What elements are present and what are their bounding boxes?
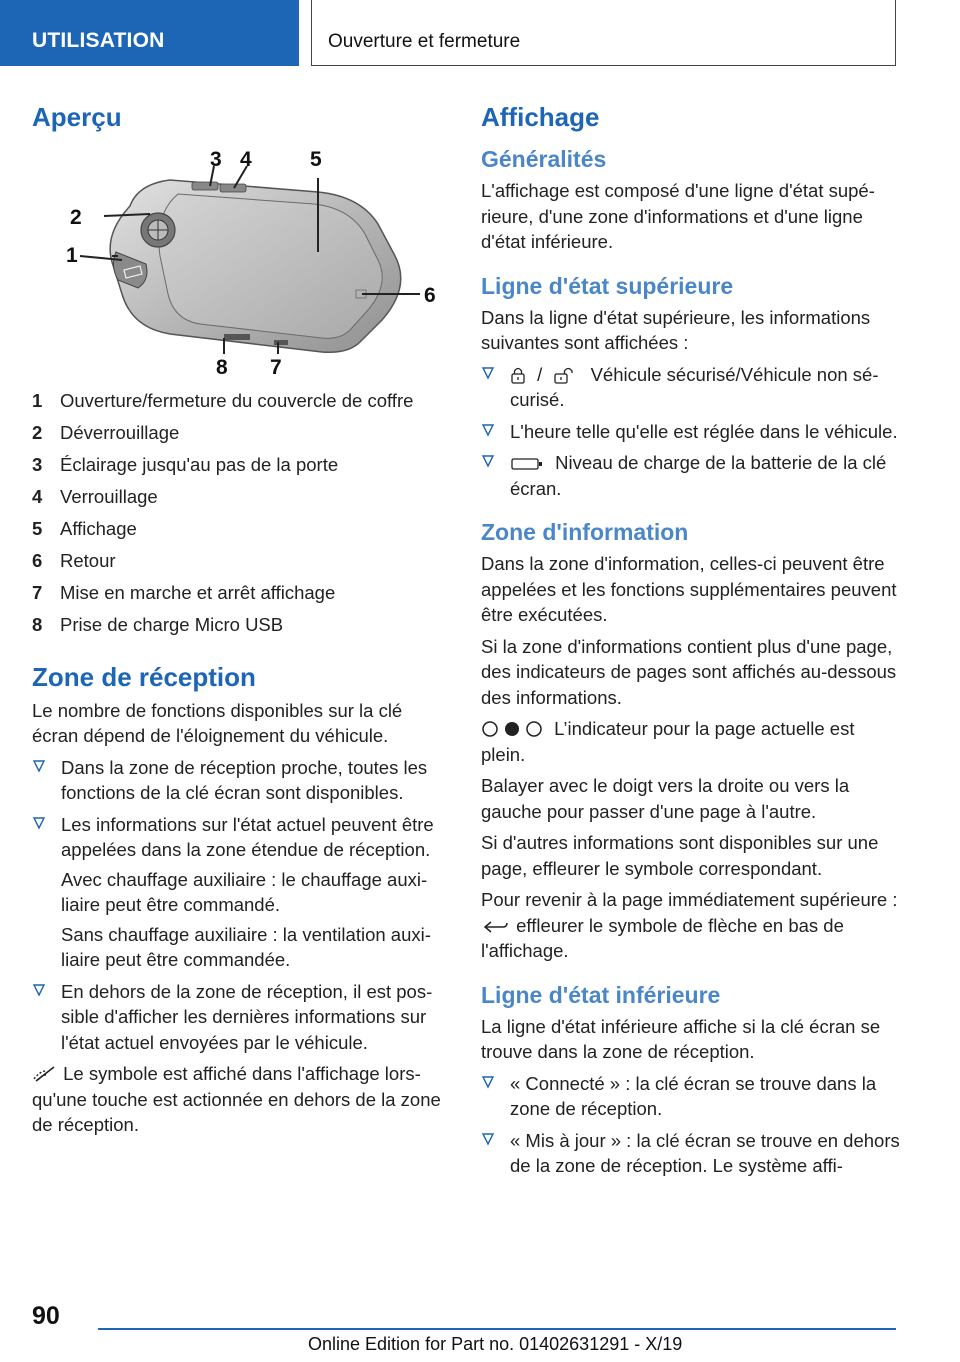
legend-item: 2 Déverrouillage (32, 422, 180, 443)
page-indicator-note: L’indicateur pour la page actuelle est plein. (481, 718, 855, 765)
ligne-inf-heading: Ligne d'état inférieure (481, 981, 721, 1008)
triangle-bullet-icon (481, 1075, 495, 1089)
header-chapter-label: Ouverture et fermeture (328, 31, 521, 52)
page-number: 90 (32, 1302, 60, 1330)
figure-label-6: 6 (424, 284, 436, 307)
lock-separator: / (537, 363, 543, 385)
legend-item: 3 Éclairage jusqu'au pas de la porte (32, 454, 339, 475)
header-chapter-box (311, 0, 896, 66)
list-item: / Véhicule sécurisé/Véhicule non sécurisé. (481, 362, 901, 413)
header-section-tab (0, 0, 299, 66)
list-item: Dans la zone de réception proche, toutes les fonctions de la clé écran sont disponibles. (32, 755, 452, 806)
component-legend-list (32, 388, 452, 638)
no-signal-icon (32, 1065, 58, 1083)
ligne-sup-heading: Ligne d'état supérieure (481, 272, 734, 299)
lock-open-icon (553, 366, 579, 384)
apercu-heading: Aperçu (32, 102, 122, 132)
display-key-figure (60, 144, 450, 376)
footer-edition: Online Edition for Part no. 01402631291 - X/19 (308, 1334, 683, 1354)
legend-item: 1 Ouverture/fermeture du couvercle de coffre (32, 390, 414, 411)
legend-item: 5 Affichage (32, 518, 137, 539)
triangle-bullet-icon (32, 983, 46, 997)
triangle-bullet-icon (32, 816, 46, 830)
figure-label-7: 7 (270, 356, 282, 376)
triangle-bullet-icon (481, 423, 495, 437)
ligne-sup-bullets (481, 362, 901, 502)
reception-bullets (32, 755, 452, 1056)
legend-item: 6 Retour (32, 550, 116, 571)
triangle-bullet-icon (481, 366, 495, 380)
triangle-bullet-icon (481, 1132, 495, 1146)
triangle-bullet-icon (32, 759, 46, 773)
ligne-sup-intro: Dans la ligne d'état supérieure, les informations suivantes sont affichées : (481, 306, 871, 353)
header-section-label: UTILISATION (32, 29, 165, 52)
out-of-range-note: Le symbole est affiché dans l'affichage lorsqu'une touche est actionnée en dehors de la zone de réception. (32, 1063, 441, 1135)
figure-label-1: 1 (66, 244, 78, 267)
list-item: Niveau de charge de la batterie de la clé écran. (481, 450, 901, 501)
footer-divider (98, 1328, 896, 1330)
list-item: Les informations sur l'état actuel peuvent être appelées dans la zone étendue de réception. Avec chauffage auxiliaire : le chauffage auxiliaire peut être commandé. Sans chauffage auxiliaire : la ventilation auxiliaire peut être commandée. (32, 812, 452, 973)
figure-label-2: 2 (70, 206, 82, 229)
list-item: En dehors de la zone de réception, il est possible d'afficher les dernières informations sur l'état actuel envoyées par le véhicule. (32, 979, 452, 1056)
page-indicator-icon (481, 720, 543, 738)
figure-label-3: 3 (210, 148, 222, 171)
affichage-heading: Affichage (481, 102, 600, 132)
zone-info-heading: Zone d'information (481, 519, 689, 545)
reception-intro: Le nombre de fonctions disponibles sur la clé écran dépend de l'éloignement du véhicule. (32, 699, 403, 746)
legend-item: 4 Verrouillage (32, 486, 158, 507)
list-item: « Mis à jour » : la clé écran se trouve en dehors de la zone de réception. Le système affi- (481, 1128, 901, 1179)
right-column: Affichage Généralités L'affichage est composé d'une ligne d'état supérieure, d'une zone d'informations et d'une ligne d'état inférieure. Ligne d'état supérieure Dans la ligne d'état supérieure, les informations suivantes sont affichées : / Véhicule sécurisé/Véhicule non sécurisé. L'heure telle qu'elle est réglée dans le véhicule. Niveau de charge de la batterie de la clé écran. Zone d'information Dans la zone d'information, celles-ci peuvent être appelées et les fonctions supplémentaires peuvent être exécutées. Si la zone d'informations contient plus d'une page, des indicateurs de pages sont affichés au-dessous des informations. L’indicateur pour la page actuelle est plein. Balayer avec le doigt vers la droite ou vers la gauche pour passer d'une page à l'autre. Si d'autres informations sont disponibles sur une page, effleurer le symbole correspondant. Pour revenir à la page immédiatement supérieure : effleurer le symbole de flèche en bas de l'affichage. Ligne d'état inférieure La ligne d'état inférieure affiche si la clé écran se trouve dans la zone de réception. « Connecté » : la clé écran se trouve dans la zone de réception. « Mis à jour » : la clé écran se trouve en dehors de la zone de réception. Le système affi- (481, 100, 901, 1185)
generalites-text: L'affichage est composé d'une ligne d'état supérieure, d'une zone d'informations et d'une ligne d'état inférieure. (481, 180, 875, 252)
left-column (32, 100, 452, 1144)
battery-icon (510, 456, 544, 472)
list-item: L'heure telle qu'elle est réglée dans le véhicule. (481, 419, 901, 445)
back-arrow-note: Pour revenir à la page immédiatement supérieure : effleurer le symbole de flèche en bas de l'affichage. (481, 889, 898, 961)
triangle-bullet-icon (481, 454, 495, 468)
legend-item: 8 Prise de charge Micro USB (32, 614, 284, 635)
figure-label-8: 8 (216, 356, 228, 376)
reception-heading: Zone de réception (32, 661, 256, 692)
list-item: « Connecté » : la clé écran se trouve dans la zone de réception. (481, 1071, 901, 1122)
legend-item: 7 Mise en marche et arrêt affichage (32, 582, 336, 603)
generalites-heading: Généralités (481, 146, 607, 172)
ligne-inf-bullets (481, 1071, 901, 1179)
display-key-illustration (60, 144, 450, 376)
back-arrow-icon (481, 919, 511, 935)
figure-label-5: 5 (310, 148, 322, 171)
lock-closed-icon (510, 366, 526, 384)
figure-label-4: 4 (240, 148, 252, 171)
